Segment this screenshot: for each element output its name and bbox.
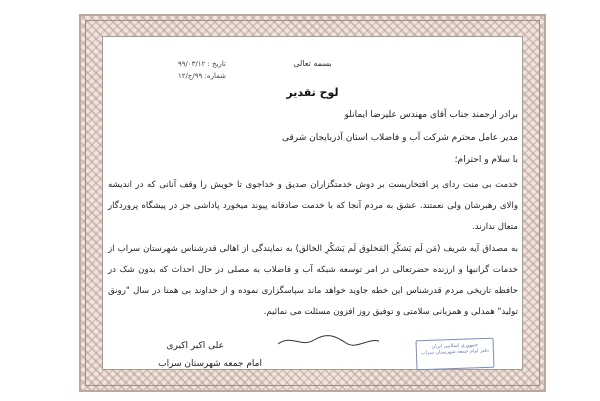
greeting: با سلام و احترام؛ (454, 155, 518, 165)
decorative-frame (79, 14, 546, 392)
official-stamp (416, 338, 495, 371)
letter-body (108, 175, 518, 323)
body-paragraph-1: خدمت بی منت ردای پر افتخاریست بر دوش خدمتگزاران صدیق و خداجوی تا خویش را وقف آنانی که در اندیشه والای رهبرشان ولی نعمتند. عشق به مردم آنجا که با خدمت صادقانه پیوند میخورد پاداشی جز در پیشگاه پروردگار متعال ندارند. (108, 180, 518, 233)
body-paragraph-2: به مصداق آیه شریف (مَن لَم یَشکُرِ المَخلوق لَم یَشکُرِ الخالق) به نمایندگی از اهالی قدرشناس شهرستان سراب از خدمات گرانبها و ارزنده حضرتعالی در امر توسعه شبکه آب و فاضلاب به مصلی در حال احداث که بدون شک در حافظه تاریخی مردم قدرشناس این خطه جاوید خواهد ماند سپاسگزاری نموده و از خداوند بی همتا در سال "رونق تولید" همدلی و همزبانی سلامتی و توفیق روز افزون مسئلت می نمائیم. (108, 243, 518, 318)
recipient-position: مدیر عامل محترم شرکت آب و فاضلاب استان آذربایجان شرقی (281, 133, 518, 143)
signer-name: علی اکبر اکبری (166, 341, 224, 351)
signature-mark (276, 332, 381, 350)
stamp-line-1: جمهوری اسلامی ایران (431, 342, 478, 350)
signer-title: امام جمعه شهرستان سراب (158, 359, 262, 369)
page-title: لوح تقدیر (286, 86, 339, 99)
reference-number: شماره: ۹۹/ج/۱۲ (178, 72, 226, 80)
certificate-body (102, 36, 523, 370)
bismillah-heading: بسمه تعالی (293, 59, 332, 68)
stamp-line-2: دفتر امام جمعه شهرستان سراب (420, 347, 490, 357)
recipient-name: برادر ارجمند جناب آقای مهندس علیرضا ایمانلو (344, 110, 518, 120)
date-line: تاریخ : ۹۹/۰۳/۱۲ (177, 60, 226, 68)
